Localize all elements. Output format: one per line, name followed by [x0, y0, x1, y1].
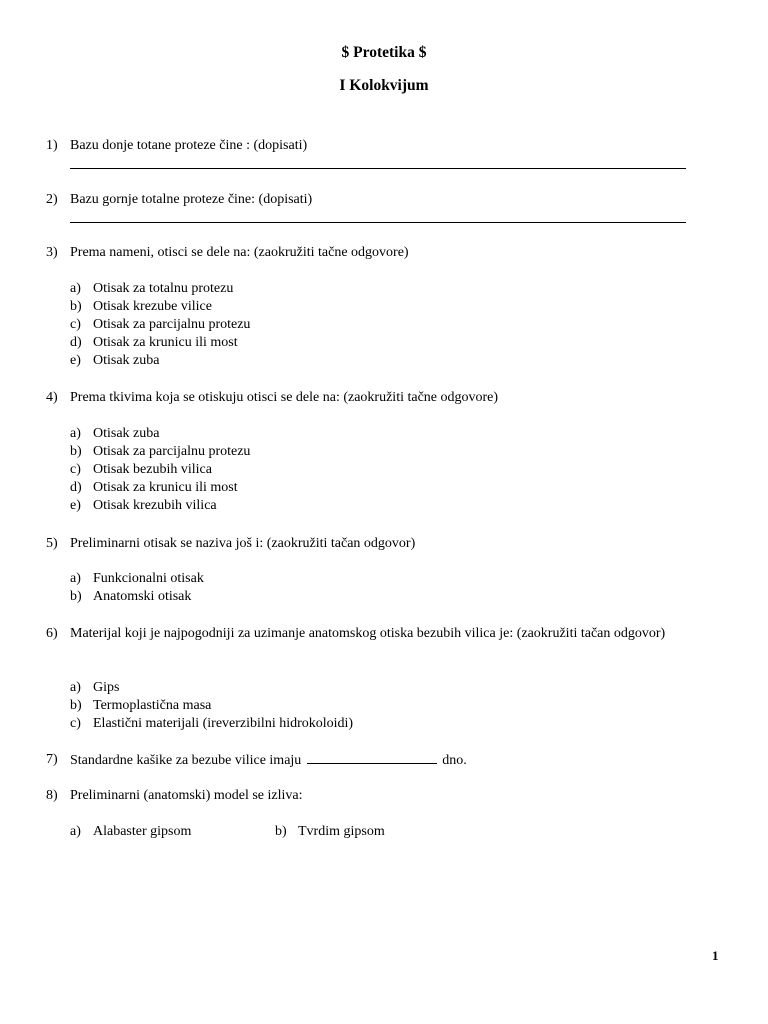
question-text: Prema tkivima koja se otiskuju otisci se dele na: (zaokružiti tačne odgovore) [70, 390, 499, 405]
option-letter: b) [70, 698, 82, 713]
fill-in-blank[interactable] [307, 751, 437, 764]
document-subtitle: I Kolokvijum [339, 77, 429, 94]
option-text: Funkcionalni otisak [93, 571, 204, 586]
option-letter: a) [70, 680, 81, 695]
option-letter: a) [70, 824, 81, 839]
option-letter: c) [70, 716, 81, 731]
option-letter: b) [70, 299, 82, 314]
question-number: 3) [46, 245, 58, 260]
option-letter: c) [70, 462, 81, 477]
option-letter: a) [70, 571, 81, 586]
question-text: Bazu gornje totalne proteze čine: (dopisati) [70, 192, 313, 207]
option-text: Otisak krezube vilice [93, 299, 212, 314]
question-text: Materijal koji je najpogodniji za uzimanje anatomskog otiska bezubih vilica je: (zaokružiti tačan odgovor) [70, 626, 666, 641]
option-letter: b) [70, 444, 82, 459]
answer-line-1[interactable] [70, 168, 686, 169]
question-number: 4) [46, 390, 58, 405]
option-letter: e) [70, 353, 81, 368]
option-letter: c) [70, 317, 81, 332]
option-text: Tvrdim gipsom [298, 824, 385, 839]
option-text: Otisak zuba [93, 353, 160, 368]
document-title: $ Protetika $ [341, 44, 427, 61]
option-letter: a) [70, 426, 81, 441]
option-letter: a) [70, 281, 81, 296]
question-text: Preliminarni (anatomski) model se izliva: [70, 788, 303, 803]
option-text: Otisak za krunicu ili most [93, 480, 238, 495]
question-number: 6) [46, 626, 58, 641]
question-text: Bazu donje totane proteze čine : (dopisati) [70, 138, 308, 153]
option-text: Otisak krezubih vilica [93, 498, 217, 513]
option-letter: b) [275, 824, 287, 839]
option-text: Otisak za totalnu protezu [93, 281, 234, 296]
option-text: Otisak za krunicu ili most [93, 335, 238, 350]
option-text: Alabaster gipsom [93, 824, 192, 839]
answer-line-2[interactable] [70, 222, 686, 223]
question-number: 8) [46, 788, 58, 803]
option-letter: b) [70, 589, 82, 604]
question-text: Preliminarni otisak se naziva još i: (zaokružiti tačan odgovor) [70, 536, 416, 551]
question-text: Prema nameni, otisci se dele na: (zaokružiti tačne odgovore) [70, 245, 409, 260]
option-letter: d) [70, 480, 82, 495]
option-text: Otisak za parcijalnu protezu [93, 444, 251, 459]
page-number: 1 [712, 948, 719, 963]
question-number: 5) [46, 536, 58, 551]
option-text: Otisak za parcijalnu protezu [93, 317, 251, 332]
question-number: 1) [46, 138, 58, 153]
question-text-after: dno. [442, 753, 467, 768]
question-number: 2) [46, 192, 58, 207]
question-text-before: Standardne kašike za bezube vilice imaju [70, 753, 302, 768]
option-letter: e) [70, 498, 81, 513]
option-letter: d) [70, 335, 82, 350]
option-text: Otisak zuba [93, 426, 160, 441]
option-text: Otisak bezubih vilica [93, 462, 212, 477]
question-text [70, 751, 690, 770]
question-number: 7) [46, 752, 58, 767]
option-text: Termoplastična masa [93, 698, 212, 713]
option-text: Elastični materijali (ireverzibilni hidrokoloidi) [93, 716, 354, 731]
option-text: Anatomski otisak [93, 589, 192, 604]
option-text: Gips [93, 680, 120, 695]
